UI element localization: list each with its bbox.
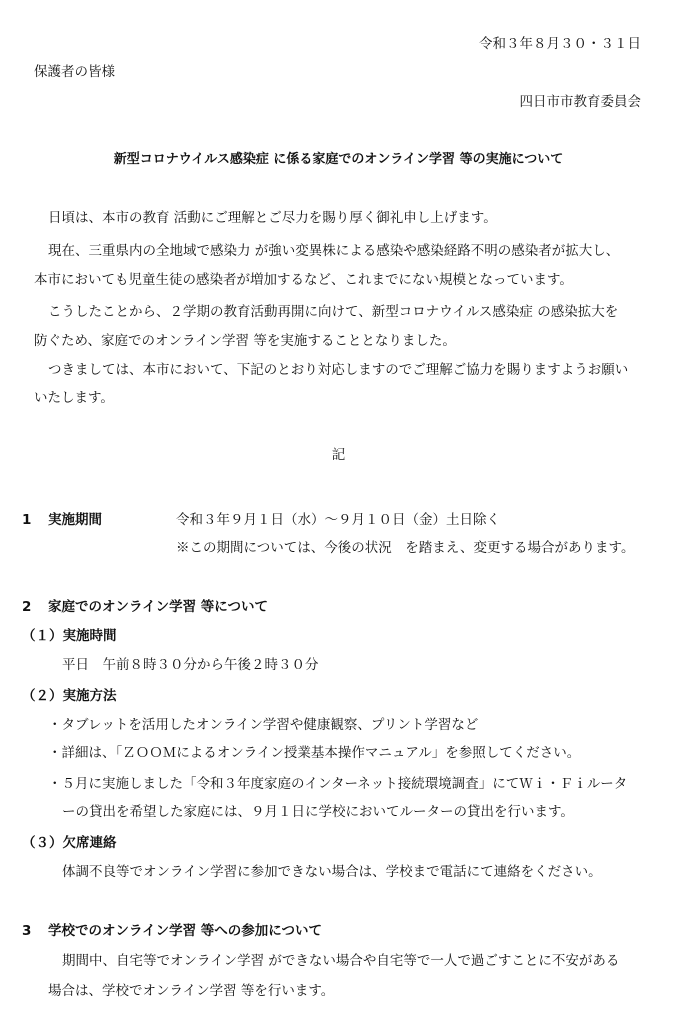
section-3-heading: 学校でのオンライン学習 等への参加について — [48, 923, 323, 939]
subsection-label: （１）実施時間 — [22, 628, 117, 644]
section-3-number: 3 — [22, 923, 32, 939]
section-2-number: 2 — [22, 599, 32, 615]
document-title: 新型コロナウイルス感染症 に係る家庭でのオンライン学習 等の実施について — [113, 152, 564, 167]
section-3-text: 期間中、自宅等でオンライン学習 ができない場合や自宅等で一人で過ごすことに不安がある — [62, 953, 620, 969]
section-1-period: 令和３年９月１日（水）～９月１０日（金）土日除く — [176, 512, 500, 528]
section-1-number: 1 — [22, 512, 32, 528]
intro-line: いたします。 — [34, 390, 114, 406]
intro-line: 日頃は、本市の教育 活動にご理解とご尽力を賜り厚く御礼申し上げます。 — [48, 210, 497, 226]
bullet-item: ・５月に実施しました「令和３年度家庭のインターネット接続環境調査」にてＷｉ・Ｆｉルータ — [48, 776, 628, 792]
section-2-heading: 家庭でのオンライン学習 等について — [48, 599, 269, 615]
intro-line: こうしたことから、２学期の教育活動再開に向けて、新型コロナウイルス感染症 の感染拡大を — [48, 304, 619, 320]
intro-line: 本市においても児童生徒の感染者が増加するなど、これまでにない規模となっています。 — [34, 272, 573, 288]
intro-line: 現在、三重県内の全地域で感染力 が強い変異株による感染や感染経路不明の感染者が拡大し、 — [48, 243, 620, 259]
bullet-item: ・詳細は、「ＺＯＯＭによるオンライン授業基本操作マニュアル」を参照してください。 — [48, 745, 581, 761]
subsection-label: （３）欠席連絡 — [22, 835, 117, 851]
bullet-item-continued: ーの貸出を希望した家庭には、９月１日に学校においてルーターの貸出を行います。 — [62, 804, 574, 820]
intro-line: つきましては、本市において、下記のとおり対応しますのでご理解ご協力を賜りますようお願い — [48, 362, 629, 378]
subsection-label: （２）実施方法 — [22, 688, 117, 704]
intro-line: 防ぐため、家庭でのオンライン学習 等を実施することとなりました。 — [34, 333, 456, 349]
subsection-text: 体調不良等でオンライン学習に参加できない場合は、学校まで電話にて連絡をください。 — [62, 864, 602, 880]
bullet-item: ・タブレットを活用したオンライン学習や健康観察、プリント学習など — [48, 717, 479, 733]
section-1-heading: 実施期間 — [48, 512, 102, 528]
recipient: 保護者の皆様 — [34, 64, 115, 80]
ki-mark: 記 — [331, 447, 346, 463]
document-date: 令和３年８月３０・３１日 — [479, 36, 641, 52]
section-3-text: 場合は、学校でオンライン学習 等を行います。 — [48, 983, 335, 999]
sender: 四日市市教育委員会 — [519, 94, 641, 110]
section-1-note: ※この期間については、今後の状況 を踏まえ、変更する場合があります。 — [176, 540, 635, 556]
subsection-text: 平日 午前８時３０分から午後２時３０分 — [62, 657, 319, 673]
